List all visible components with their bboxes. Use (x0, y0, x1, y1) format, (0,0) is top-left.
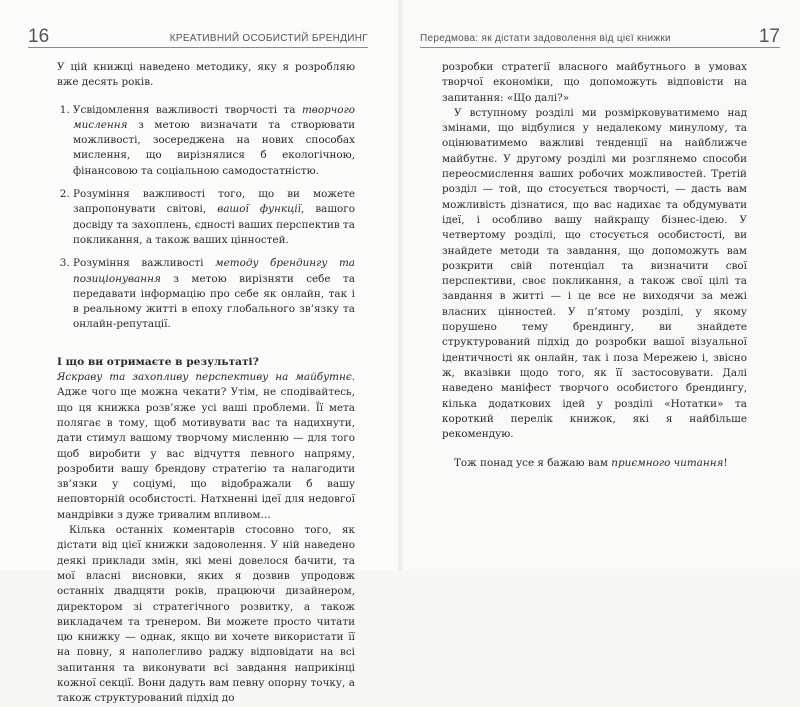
running-head: КРЕАТИВНИЙ ОСОБИСТИЙ БРЕНДИНГ (169, 33, 368, 44)
method-list (57, 103, 355, 333)
left-page-header (28, 24, 368, 48)
list-item: 3. Розуміння важливості методу брендингу та позиціонування з метою вирізняти себе та передавати інформацію про себе як онлайн, так і в реальному житті в епоху глобального зв’язку та онлайн-репутації. (73, 256, 355, 332)
paragraph: Яскраву та захопливу перспективу на майбутнє. Адже чого ще можна чекати? Утім, не сподівайтесь, що ця книжка розв’яже усі ваші проблеми. Її мета полягає в тому, щоб мотивувати вас та надихнути, дати стимул вашому творчому мисленню — для того щоб виробити у вас відчуття певного напряму, розробити вашу брендову стратегію та налагодити зв’язки у соціумі, що відображали б вашу неповторній особистості. Натхненні ідеї для недовгої мандрівки з дуже тривалим впливом… (57, 371, 355, 521)
left-page (0, 0, 400, 705)
header-rule (28, 47, 368, 48)
left-page-body (57, 60, 355, 707)
intro-paragraph: У цій книжці наведено методику, яку я розробляю вже десять років. (57, 61, 355, 89)
list-item: 1. Усвідомлення важливості творчості та творчого мислення з метою визначати та створювати можливості, зосереджена на нових способах мислення, що вирізнялися б екологічною, фінансовою та соціальною самодостатністю. (73, 103, 355, 179)
closing-line: Тож понад усе я бажаю вам приємного читання! (454, 457, 728, 470)
book-gutter (398, 0, 402, 570)
paragraph: У вступному розділі ми розмірковуватимемо над змінами, що відбулися у недалекому минулому, та оцінюватимемо важливі тенденції на найближче майбутнє. У другому розділі ми розглянемо способи переосмислення ваших робочих можливостей. Третій розділ — той, що стосується творчості, — дасть вам можливість дізнатися, що вас надихає та обдумувати ідеї, і особливо вашу найкращу бізнес-ідею. У четвертому розділі, що стосується особистості, ви знайдете методи та завдання, що допоможуть вам розкрити свій потенціал та визначити свої перспективи, своє покликання, а також свої цілі та завдання в житті — і це все не виходячи за межі власних цінностей. У п’ятому розділі, у якому порушено тему брендингу, ви знайдете структурований підхід до розробки вашої візуальної ідентичності як онлайн, так і поза Мережею і, звісно ж, вказівки щодо того, як її застосовувати. Далі наведено маніфест творчого особистого брендингу, кілька додаткових ідей у розділі «Нотатки» та короткий перелік книжок, які я найбільше рекомендую. (442, 106, 747, 441)
right-page (400, 0, 800, 570)
section-heading: І що ви отримаєте в результаті? (57, 355, 259, 368)
page-number: 17 (758, 26, 780, 47)
paragraph: розробки стратегії власного майбутнього в умовах творчої економіки, що допоможуть відповісти на запитання: «Що далі?» (442, 61, 747, 104)
page-number: 16 (28, 26, 50, 47)
paragraph: Кілька останніх коментарів стосовно того, як дістати від цієї книжки задоволення. У ній наведено деякі приклади змін, які мені довелося бачити, та мої власні висновки, яких я дозвив упродовж останніх двадцяти років, працюючи дизайнером, директором зі стратегічного розвитку, а також викладачем та тренером. Ви можете просто читати цю книжку — однак, якщо ви хочете використати її на повну, я наполегливо раджу відповідати на всі запитання та виконувати всі завдання наприкінці кожної секції. Вони дадуть вам певну опорну точку, а також структурований підхід до (57, 524, 355, 705)
right-page-header (420, 24, 780, 48)
list-item: 2. Розуміння важливості того, що ви можете запропонувати світові, вашої функції, вашого досвіду та захоплень, єдності ваших перспектив та покликання, а також ваших цінностей. (73, 187, 355, 248)
header-rule (420, 47, 780, 48)
running-head: Передмова: як дістати задоволення від цієї книжки (420, 33, 671, 44)
right-page-body (442, 60, 747, 472)
